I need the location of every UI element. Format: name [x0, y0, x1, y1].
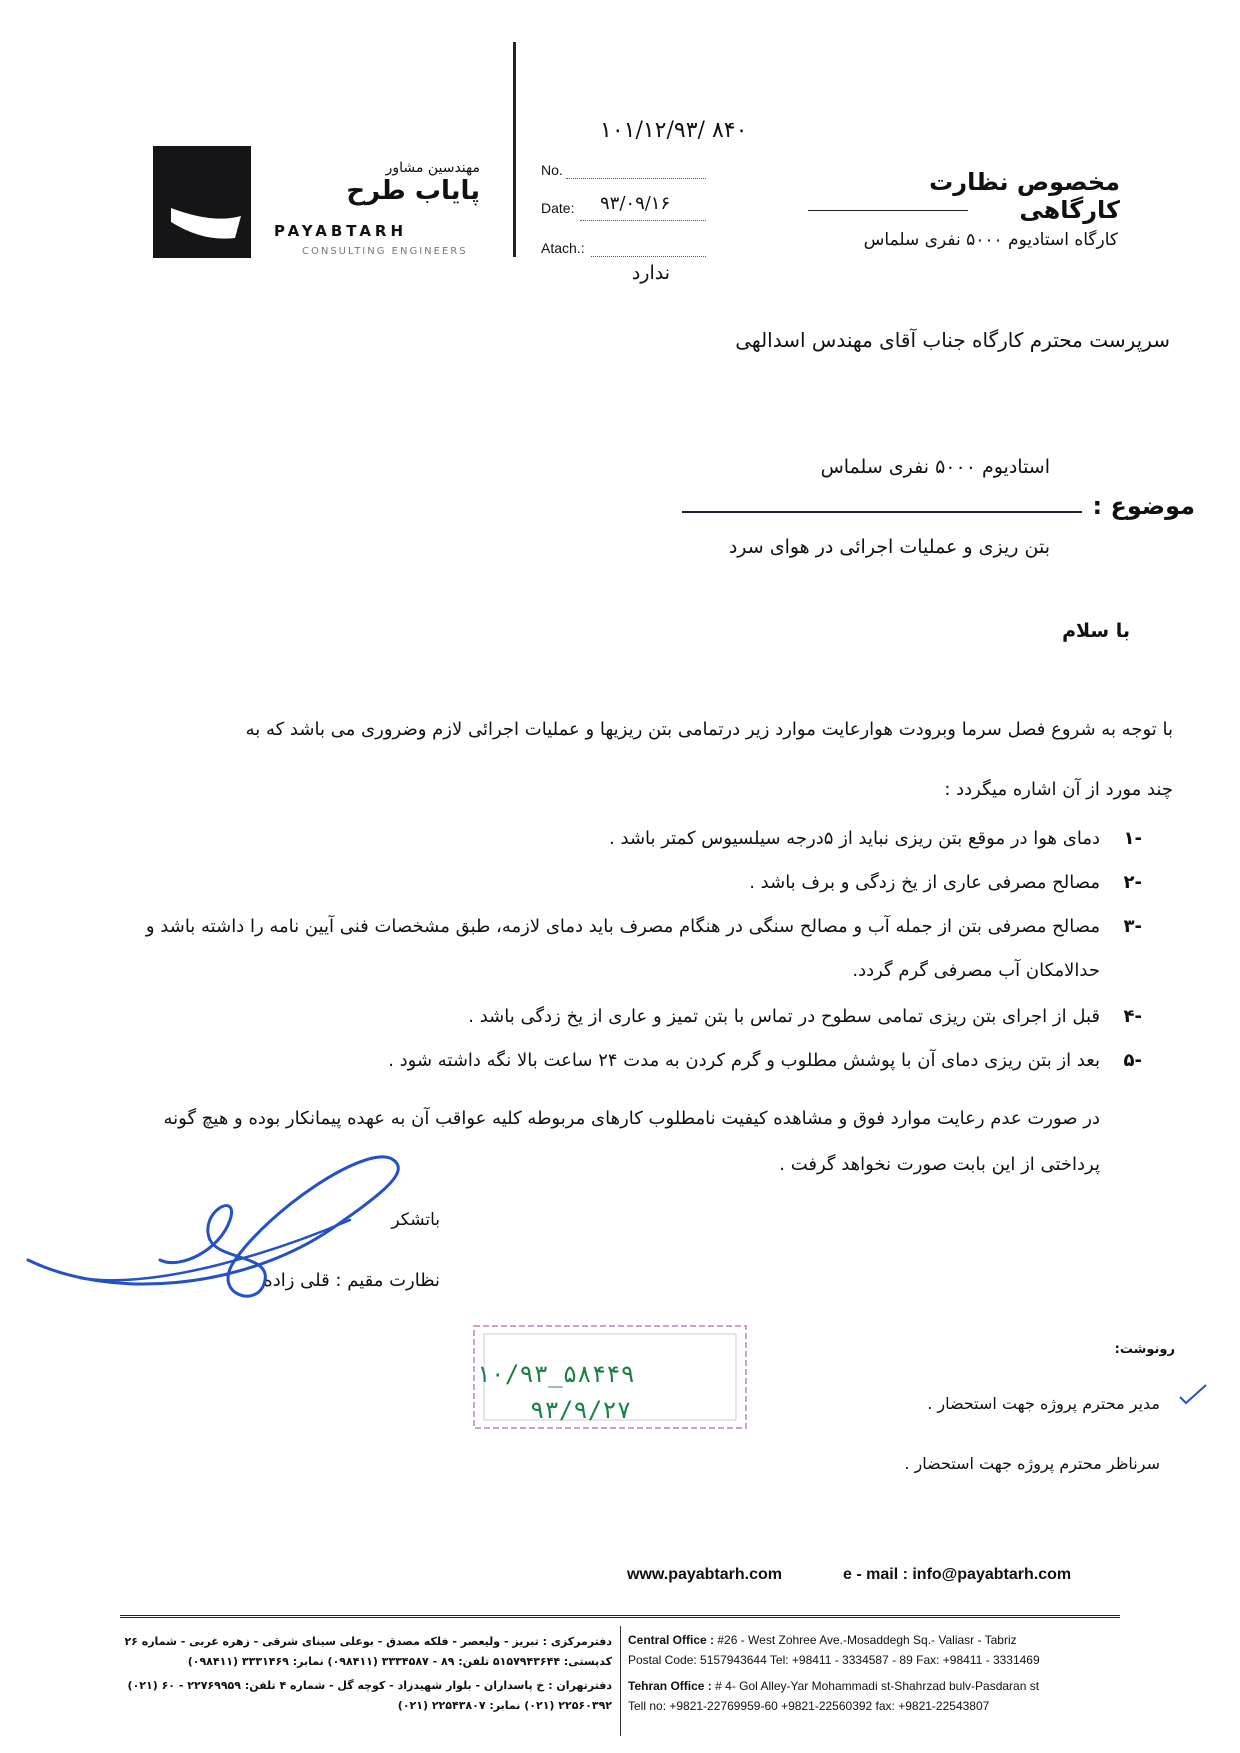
attachment-field [591, 240, 706, 257]
central-office-label: Central Office : [628, 1633, 715, 1647]
thanks: باتشکر [391, 1210, 440, 1230]
cc-label: رونوشت: [1114, 1342, 1175, 1357]
checkmark-icon [1178, 1383, 1208, 1405]
tehran-office-label: Tehran Office : [628, 1679, 712, 1693]
supervisor-name: نظارت مقیم : قلی زاده [263, 1270, 440, 1291]
subject-line-2: بتن ریزی و عملیات اجرائی در هوای سرد [728, 536, 1050, 558]
central-office-en [628, 1630, 1128, 1670]
cc-item: سرناظر محترم پروژه جهت استحضار . [904, 1454, 1160, 1473]
date-label: Date: [541, 200, 575, 216]
website-link[interactable]: www.payabtarh.com [627, 1566, 782, 1583]
special-title-rule [808, 210, 968, 211]
list-item: بعد از بتن ریزی دمای آن با پوشش مطلوب و گرم کردن به مدت ۲۴ ساعت بالا نگه داشته شود . [388, 1050, 1100, 1071]
list-item: دمای هوا در موقع بتن ریزی نباید از ۵درجه سیلسیوس کمتر باشد . [609, 828, 1100, 849]
firm-name-fa-small: مهندسین مشاور [385, 160, 480, 176]
cc-item: مدیر محترم پروژه جهت استحضار . [927, 1394, 1160, 1413]
greeting: با سلام [1062, 620, 1130, 642]
subject-line-1: استادیوم ۵۰۰۰ نفری سلماس [820, 456, 1050, 478]
list-item: قبل از اجرای بتن ریزی تمامی سطوح در تماس با بتن تمیز و عاری از یخ زدگی باشد . [468, 1006, 1100, 1027]
email-link[interactable]: e - mail : info@payabtarh.com [843, 1566, 1072, 1583]
tehran-office-address: # 4- Gol Alley-Yar Mohammadi st-Shahrzad bulv-Pasdaran st [715, 1679, 1040, 1693]
central-office-address: #26 - West Zohree Ave.-Mosaddegh Sq.- Valiasr - Tabriz [717, 1633, 1017, 1647]
hq-address-fa: دفترمرکزی : تبریز - ولیعصر - فلکه مصدق - بوعلی سینای شرقی - زهره غربی - شماره ۲۶ کدپستی: ۵۱۵۷۹۴۳۶۴۴ تلفن: ۸۹ - ۳۳۳۴۵۸۷ (۰۹۸۴۱۱) نمابر: ۳۳۳۱۴۶۹ (۰۹۸۴۱۱) [124, 1635, 612, 1668]
firm-subtitle-en: CONSULTING ENGINEERS [302, 246, 468, 257]
tehran-address-fa: دفترتهران : خ پاسداران - بلوار شهیدزاد - کوچه گل - شماره ۴ تلفن: ۲۲۷۶۹۹۵۹ - ۶۰ (۰۲۱) ۲۲۵۶۰۳۹۲ (۰۲۱) نمابر: ۲۲۵۴۳۸۰۷ (۰۲۱) [127, 1679, 612, 1712]
payabtarh-logo-icon [153, 146, 251, 258]
firm-name-en: PAYABTARH [274, 222, 408, 240]
attachment-label: Atach.: [541, 240, 585, 256]
stamp-date: ۹۳/۹/۲۷ [530, 1396, 632, 1424]
list-item: مصالح مصرفی بتن از جمله آب و مصالح سنگی در هنگام مصرف باید دمای لازمه، طبق مشخصات فنی آیین نامه را داشته باشد و [145, 916, 1100, 937]
signature-icon [20, 1150, 440, 1320]
no-field [566, 162, 706, 179]
date-value: ۹۳/۰۹/۱۶ [600, 193, 671, 214]
stamp-number: ۱۰/۹۳_۵۸۴۴۹ [476, 1360, 635, 1388]
attachment-value: ندارد [631, 262, 670, 284]
list-item-number: ۳- [1123, 916, 1142, 937]
list-item-number: ۵- [1123, 1050, 1142, 1071]
list-item-number: ۲- [1123, 872, 1142, 893]
footer-divider [620, 1626, 621, 1736]
special-title: مخصوص نظارت کارگاهی [929, 168, 1120, 224]
subject-rule [682, 511, 1082, 513]
list-item: مصالح مصرفی عاری از یخ زدگی و برف باشد . [749, 872, 1100, 893]
tehran-office-en [628, 1676, 1128, 1716]
recipient: سرپرست محترم کارگاه جناب آقای مهندس اسدالهی [735, 328, 1170, 352]
no-label: No. [541, 162, 563, 178]
header-divider [513, 42, 516, 257]
list-item-continuation: حدالامکان آب مصرفی گرم گردد. [852, 960, 1100, 981]
list-item-number: ۴- [1123, 1006, 1142, 1027]
intro-paragraph: با توجه به شروع فصل سرما وبرودت هوارعایت موارد زیر درتمامی بتن ریزیها و عملیات اجرائی لازم وضروری می باشد که به چند مورد از آن اشاره میگردد : [245, 719, 1173, 800]
subject-label: موضوع : [1092, 492, 1195, 520]
list-item-number: ۱- [1123, 828, 1142, 849]
site-name: کارگاه استادیوم ۵۰۰۰ نفری سلماس [863, 230, 1118, 250]
closing-paragraph: در صورت عدم رعایت موارد فوق و مشاهده کیفیت نامطلوب کارهای مربوطه کلیه عواقب آن به عهده پیمانکار بوده و هیچ گونه پرداختی از این بابت صورت نخواهد گرفت . [163, 1108, 1100, 1175]
tehran-office-contact: Tell no: +9821-22769959-60 +9821-22560392 fax: +9821-22543807 [628, 1699, 990, 1713]
reference-number: ۱۰۱/۱۲/۹۳/ ۸۴۰ [600, 118, 748, 143]
footer-rule [120, 1615, 1120, 1618]
central-office-contact: Postal Code: 5157943644 Tel: +98411 - 3334587 - 89 Fax: +98411 - 3331469 [628, 1653, 1040, 1667]
firm-name-fa: پایاب طرح [346, 176, 480, 206]
